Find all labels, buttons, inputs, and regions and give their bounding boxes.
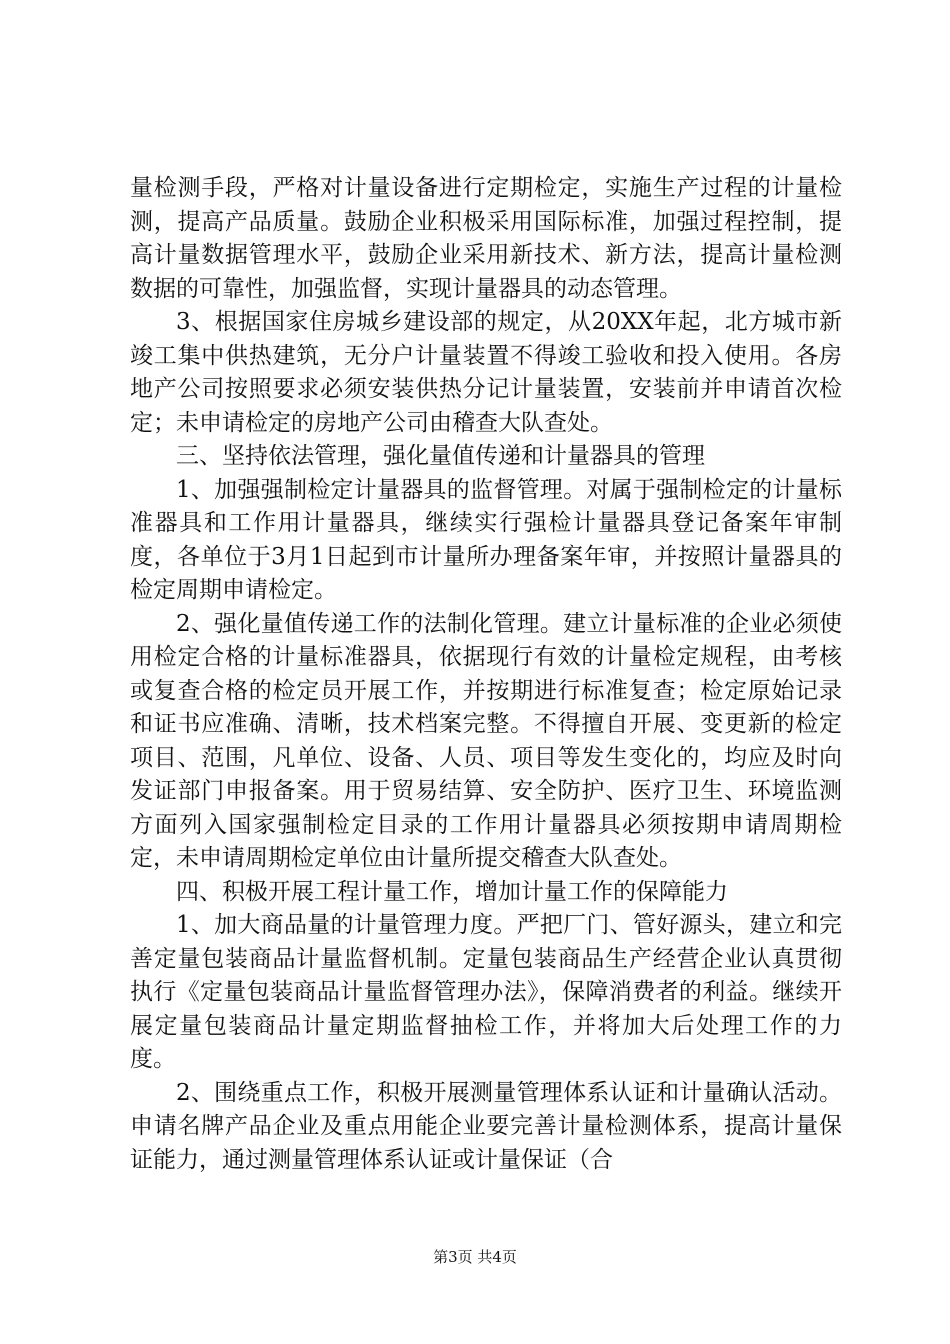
section-heading-3: 三、坚持依法管理，强化量值传递和计量器具的管理 bbox=[176, 443, 705, 469]
paragraph-item-2b: 2、围绕重点工作，积极开展测量管理体系认证和计量确认活动。申请名牌产品企业及重点用能企业要完善计量检测体系，提高计量保证能力，通过测量管理体系认证或计量保证（合 bbox=[130, 1079, 842, 1173]
section-heading-4: 四、积极开展工程计量工作，增加计量工作的保障能力 bbox=[176, 878, 728, 905]
paragraph-continuation: 量检测手段，严格对计量设备进行定期检定，实施生产过程的计量检测，提高产品质量。鼓励企业积极采用国际标准，加强过程控制，提高计量数据管理水平，鼓励企业采用新技术、新方法，提高计量检测数据的可靠性，加强监督，实现计量器具的动态管理。 bbox=[130, 175, 842, 302]
paragraph-item-2: 2、强化量值传递工作的法制化管理。建立计量标准的企业必须使用检定合格的计量标准器具，依据现行有效的计量检定规程，由考核或复查合格的检定员开展工作，并按期进行标准复查；检定原始记录和证书应准确、清晰，技术档案完整。不得擅自开展、变更新的检定项目、范围，凡单位、设备、人员、项目等发生变化的，均应及时向发证部门申报备案。用于贸易结算、安全防护、医疗卫生、环境监测方面列入国家强制检定目录的工作用计量器具必须按期申请周期检定，未申请周期检定单位由计量所提交稽查大队查处。 bbox=[130, 610, 842, 871]
paragraph-item-1: 1、加强强制检定计量器具的监督管理。对属于强制检定的计量标准器具和工作用计量器具，继续实行强检计量器具登记备案年审制度，各单位于3月1日起到市计量所办理备案年审，并按照计量器具的检定周期申请检定。 bbox=[130, 476, 842, 603]
page-footer: 第3页 共4页 bbox=[433, 1248, 517, 1266]
paragraph-item-3: 3、根据国家住房城乡建设部的规定，从20XX年起，北方城市新竣工集中供热建筑，无分户计量装置不得竣工验收和投入使用。各房地产公司按照要求必须安装供热分记计量装置，安装前并申请首次检定；未申请检定的房地产公司由稽查大队查处。 bbox=[130, 309, 842, 436]
document-body bbox=[130, 172, 842, 1177]
paragraph-item-1b: 1、加大商品量的计量管理力度。严把厂门、管好源头，建立和完善定量包装商品计量监督机制。定量包装商品生产经营企业认真贯彻执行《定量包装商品计量监督管理办法》，保障消费者的利益。继续开展定量包装商品计量定期监督抽检工作，并将加大后处理工作的力度。 bbox=[130, 912, 842, 1072]
